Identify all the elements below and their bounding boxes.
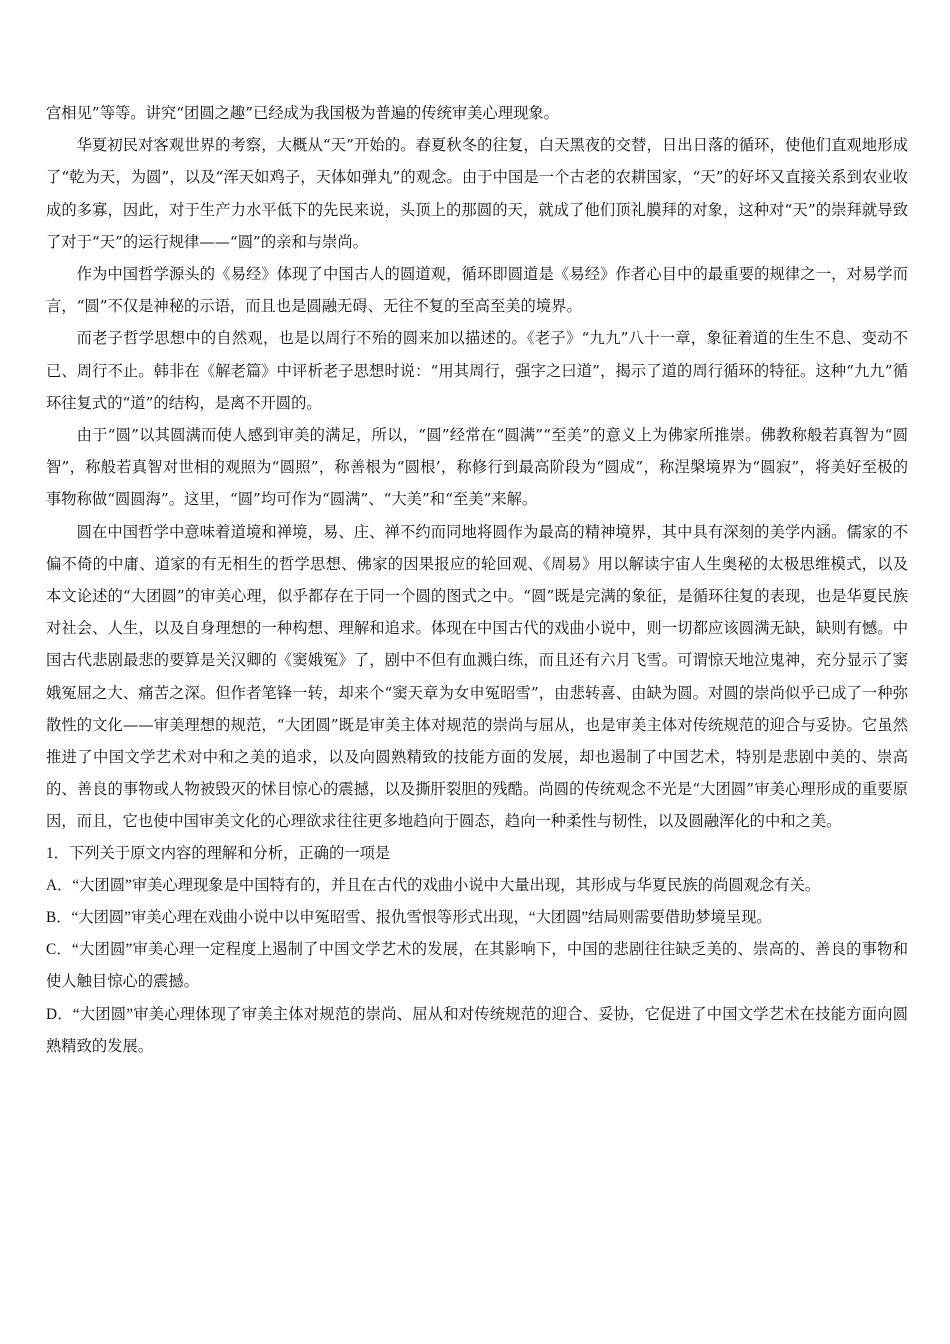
passage-paragraph-5: 由于“圆”以其圆满而使人感到审美的满足，所以，“圆”经常在“圆满”“至美”的意义上为佛家所推崇。佛教称般若真智为“圆智”，称般若真智对世相的观照为“圆照”，称善根为“圆根’，称修行到最高阶段为“圆成”，称涅槃境界为“圆寂”，将美好至极的事物称做“圆圆海”。这里，“圆”均可作为“圆满”、“大美”和“至美”来解。 [46,426,908,509]
passage-paragraph-6: 圆在中国哲学中意味着道境和禅境，易、庄、禅不约而同地将圆作为最高的精神境界，其中具有深刻的美学内涵。儒家的不偏不倚的中庸、道家的有无相生的哲学思想、佛家的因果报应的轮回观、《周易》用以解读宇宙人生奥秘的太极思维模式，以及本文论述的“大团圆”的审美心理，似乎都存在于同一个圆的图式之中。“圆”既是完满的象征，是循环往复的表现，也是华夏民族对社会、人生，以及自身理想的一种构想、理解和追求。体现在中国古代的戏曲小说中，则一切都应该圆满无缺，缺则有憾。中国古代悲剧最悲的要算是关汉卿的《窦娥冤》了，剧中不但有血溅白练，而且还有六月飞雪。可谓惊天地泣鬼神，充分显示了窦娥冤屈之大、痛苦之深。但作者笔锋一转，却来个“窦天章为女申冤昭雪”，由悲转喜、由缺为圆。对圆的崇尚似乎已成了一种弥散性的文化——审美理想的规范，“大团圆”既是审美主体对规范的崇尚与屈从，也是审美主体对传统规范的迎合与妥协。它虽然推进了中国文学艺术对中和之美的追求，以及向圆熟精致的技能方面的发展，却也遏制了中国艺术，特别是悲剧中美的、崇高的、善良的事物或人物被毁灭的怵目惊心的震撼，以及撕肝裂胆的残酷。尚圆的传统观念不光是“大团圆”审美心理形成的重要原因，而且，它也使中国审美文化的心理欲求往往更多地趋向于圆态，趋向一种柔性与韧性，以及圆融浑化的中和之美。 [46,522,908,831]
passage-paragraph-3: 作为中国哲学源头的《易经》体现了中国古人的圆道观，循环即圆道是《易经》作者心目中的最重要的规律之一，对易学而言，“圆”不仅是神秘的示语，而且也是圆融无碍、无往不复的至高至美的境界。 [46,265,908,316]
option-c[interactable]: C．“大团圆”审美心理一定程度上遏制了中国文学艺术的发展，在其影响下，中国的悲剧往往缺乏美的、崇高的、善良的事物和使人触目惊心的震撼。 [46,941,908,991]
reading-passage [46,97,908,838]
question-1 [46,838,908,1063]
passage-paragraph-4: 而老子哲学思想中的自然观，也是以周行不殆的圆来加以描述的。《老子》“九九”八十一章，象征着道的生生不息、变动不已、周行不止。韩非在《解老篇》中评析老子思想时说：“用其周行，强字之曰道”，揭示了道的周行循环的特征。这种“九九”循环往复式的“道”的结构，是离不开圆的。 [46,329,908,412]
passage-paragraph-2: 华夏初民对客观世界的考察，大概从“天”开始的。春夏秋冬的往复，白天黑夜的交替，日出日落的循环，使他们直观地形成了“乾为天，为圆”，以及“浑天如鸡子，天体如弹丸”的观念。由于中国是一个古老的农耕国家，“天”的好坏又直接关系到农业收成的多寡，因此，对于生产力水平低下的先民来说，头顶上的那圆的天，就成了他们顶礼膜拜的对象，这种对“天”的崇拜就导致了对于“天”的运行规律——“圆”的亲和与崇尚。 [46,136,908,251]
option-b[interactable]: B．“大团圆”审美心理在戏曲小说中以申冤昭雪、报仇雪恨等形式出现，“大团圆”结局则需要借助梦境呈现。 [46,909,772,927]
question-stem: 1．下列关于原文内容的理解和分析，正确的一项是 [46,844,391,862]
exam-page [46,97,908,1063]
option-a[interactable]: A．“大团圆”审美心理现象是中国特有的，并且在古代的戏曲小说中大量出现，其形成与华夏民族的尚圆观念有关。 [46,876,821,894]
passage-paragraph-1: 宫相见”等等。讲究“团圆之趣”已经成为我国极为普遍的传统审美心理现象。 [46,104,559,122]
option-d[interactable]: D．“大团圆”审美心理体现了审美主体对规范的崇尚、屈从和对传统规范的迎合、妥协，它促进了中国文学艺术在技能方面向圆熟精致的发展。 [46,1005,908,1055]
